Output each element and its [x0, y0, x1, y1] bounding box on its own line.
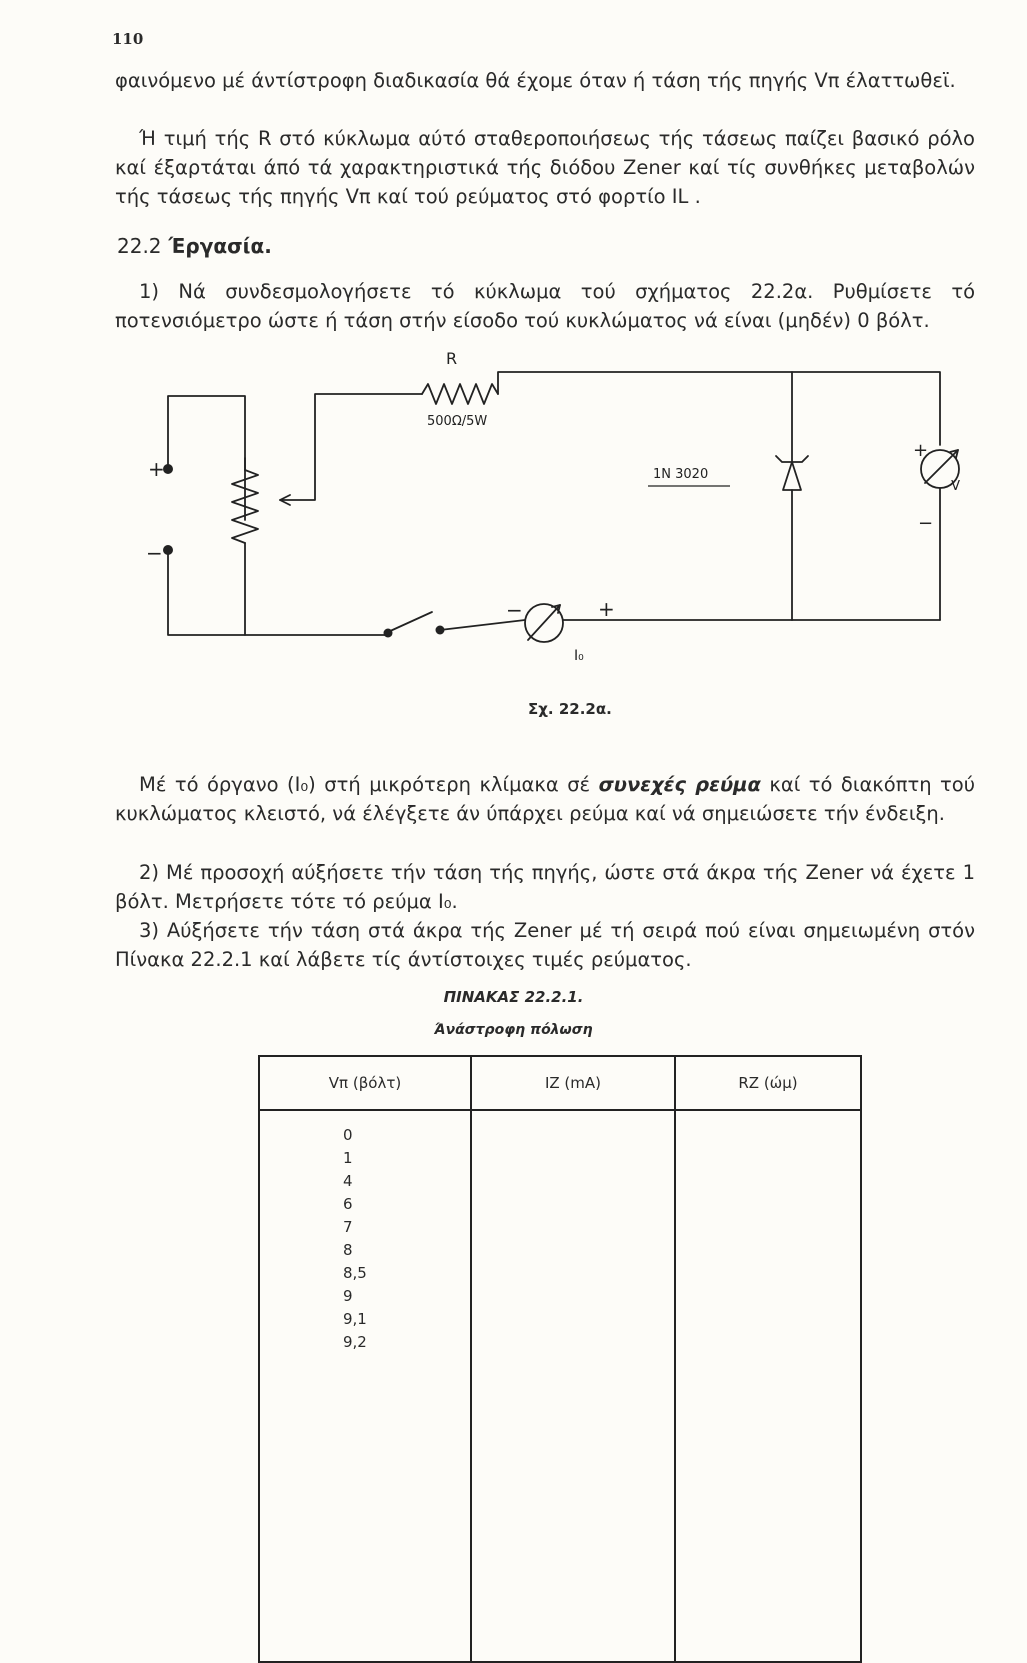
wire-top-right — [498, 372, 940, 445]
plus-terminal-label: + — [148, 457, 165, 481]
vp-value: 9,1 — [343, 1310, 367, 1328]
terminal-negative — [163, 545, 173, 555]
paragraph-instrument — [115, 770, 975, 828]
voltmeter-minus: − — [918, 513, 934, 534]
paragraph-r-value: Ή τιμή τής R στό κύκλωμα αύτό σταθεροποιήσεως τής τάσεως παίζει βασικό ρόλο καί έξαρτάται άπό τά χαρακτηριστικά τής διόδου Zener καί τίς συνθήκες μεταβολών τής τάσεως τής πηγής Vπ καί τού ρεύματος στό φορτίο IL . — [115, 127, 975, 208]
ammeter-plus: + — [598, 597, 615, 621]
vp-value: 9,2 — [343, 1333, 367, 1351]
table-subtitle: Άνάστροφη πόλωση — [434, 1022, 593, 1038]
paragraph-step-3: 3) Αύξήσετε τήν τάση στά άκρα τής Zener μέ τή σειρά πού είναι σημειωμένη στόν Πίνακα 22.2.1 καί λάβετε τίς άντίστοιχες τιμές ρεύματος. — [115, 919, 975, 971]
wiper-wire — [280, 394, 422, 500]
minus-terminal-label: − — [146, 541, 163, 565]
iz-values-cell — [471, 1110, 675, 1662]
vp-value: 9 — [343, 1287, 353, 1305]
circuit-diagram — [140, 350, 960, 680]
section-title: Έργασία. — [168, 234, 272, 258]
section-number: 22.2 — [117, 234, 162, 258]
zener-label: 1N 3020 — [653, 467, 709, 482]
resistor-label: R — [446, 350, 458, 368]
paragraph-step-2: 2) Μέ προσοχή αύξήσετε τήν τάση τής πηγής, ώστε στά άκρα τής Zener νά έχετε 1 βόλτ. Μετρήσετε τότε τό ρεύμα I₀. — [115, 861, 975, 913]
vp-values-list — [261, 1112, 469, 1354]
ammeter-minus: − — [506, 598, 523, 622]
vp-value: 8 — [343, 1241, 353, 1259]
vp-value: 4 — [343, 1172, 353, 1190]
vp-values-cell — [259, 1110, 471, 1662]
figure-caption: Σχ. 22.2α. — [528, 700, 612, 718]
rz-values-cell — [675, 1110, 861, 1662]
reverse-bias-table — [258, 1055, 862, 1663]
section-heading — [117, 234, 272, 258]
vp-value: 7 — [343, 1218, 353, 1236]
vp-value: 8,5 — [343, 1264, 367, 1282]
header-rz: RZ (ώμ) — [675, 1056, 861, 1110]
switch-blade — [388, 612, 432, 632]
vp-value: 0 — [343, 1126, 353, 1144]
voltmeter-plus: + — [913, 440, 929, 461]
zener-diode — [783, 462, 801, 490]
paragraph-step-1: 1) Νά συνδεσμολογήσετε τό κύκλωμα τού σχήματος 22.2α. Ρυθμίσετε τό ποτενσιόμετρο ώστε ή τάση στήν είσοδο τού κυκλώματος νά είναι (μηδέν) 0 βόλτ. — [115, 280, 975, 332]
paragraph-instrument-b: καί τό διακόπτη τού κυκλώματος κλειστό, νά έλέγξετε άν ύπάρχει ρεύμα καί νά σημειώσετε τήν ένδειξη. — [115, 773, 976, 825]
page-number: 110 — [112, 30, 144, 48]
switch-contact-right — [436, 626, 445, 635]
paragraph-intro: φαινόμενο μέ άντίστροφη διαδικασία θά έχομε όταν ή τάση τής πηγής Vπ έλαττωθεϊ. — [115, 69, 956, 92]
header-iz: IZ (mA) — [471, 1056, 675, 1110]
header-vp: Vπ (βόλτ) — [259, 1056, 471, 1110]
voltmeter-label: V — [951, 479, 960, 494]
switch-contact-left — [384, 629, 393, 638]
resistor-value: 500Ω/5W — [427, 414, 488, 429]
paragraph-instrument-a: Μέ τό όργανο (I₀) στή μικρότερη κλίμακα σέ — [139, 773, 591, 796]
table-title: ΠΙΝΑΚΑΣ 22.2.1. — [443, 988, 584, 1006]
resistor-r — [422, 384, 498, 404]
ammeter-label: I₀ — [574, 648, 584, 664]
vp-value: 1 — [343, 1149, 353, 1167]
wire-bottom-left — [168, 552, 388, 635]
vp-value: 6 — [343, 1195, 353, 1213]
paragraph-instrument-emphasis: συνεχές ρεύμα — [598, 773, 761, 796]
